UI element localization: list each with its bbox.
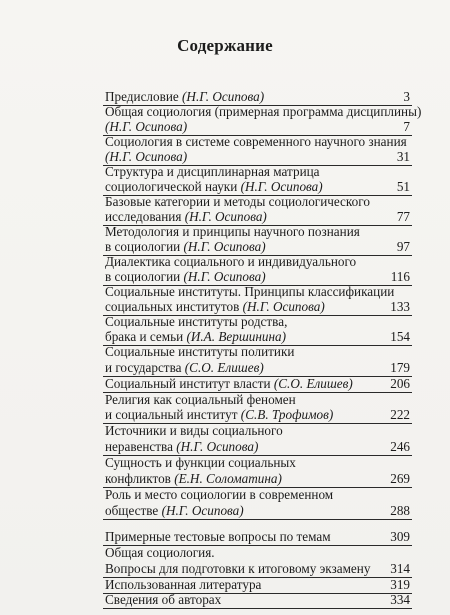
toc-page-number: 206 — [390, 376, 410, 391]
toc-page-number: 133 — [390, 299, 410, 314]
toc-title: Использованная литература — [105, 577, 262, 592]
toc-page-number: 222 — [390, 407, 410, 422]
toc-title: Вопросы для подготовки к итоговому экзамену — [105, 561, 371, 576]
toc-rule — [103, 519, 412, 520]
toc-author: (И.А. Вершинина) — [186, 329, 287, 344]
toc-title: конфликтов — [105, 471, 175, 486]
toc-title: в социологии — [105, 239, 184, 254]
toc-line-text — [105, 359, 264, 376]
toc-line — [105, 528, 410, 545]
toc-author: (С.О. Елишев) — [273, 376, 353, 391]
toc-line — [105, 560, 410, 577]
toc-line-text — [105, 544, 215, 561]
toc-title: Диалектика социального и индивидуального — [105, 254, 357, 269]
toc-line-text — [105, 470, 282, 487]
toc-line-text — [105, 560, 370, 577]
toc-page-number: 309 — [390, 529, 410, 544]
toc-page-number: 51 — [396, 179, 410, 194]
toc-line-text — [105, 375, 353, 392]
toc-title: Предисловие — [105, 89, 183, 104]
toc-title: социологической науки — [105, 179, 241, 194]
toc-page-number: 97 — [396, 239, 410, 254]
toc-title: Социология в системе современного научного знания — [105, 134, 407, 149]
toc-title: Социальные институты политики — [105, 344, 295, 359]
toc-line-text — [105, 528, 331, 545]
toc-line — [105, 406, 410, 423]
toc-title: Источники и виды социального — [105, 423, 283, 438]
toc-author: (Н.Г. Осипова) — [183, 239, 266, 254]
toc-line-text — [105, 438, 258, 455]
toc-page-number: 179 — [390, 360, 410, 375]
toc-title: исследования — [105, 209, 185, 224]
toc-page-number: 246 — [390, 439, 410, 454]
toc-rule — [103, 608, 412, 609]
toc-author: (Н.Г. Осипова) — [240, 179, 323, 194]
toc-line — [105, 470, 410, 487]
toc-title: Примерные тестовые вопросы по темам — [105, 529, 331, 544]
toc-page-number: 3 — [403, 89, 410, 104]
toc-line — [105, 454, 410, 471]
toc-title: Социальные институты. Принципы классификации — [105, 284, 395, 299]
toc-title: Базовые категории и методы социологического — [105, 194, 370, 209]
toc-line — [105, 591, 410, 608]
toc-author: (Н.Г. Осипова) — [242, 299, 325, 314]
toc-title: и государства — [105, 360, 185, 375]
toc-title: брака и семьи — [105, 329, 187, 344]
toc-title: Общая социология (примерная программа дисциплины) — [105, 104, 422, 119]
toc-author: (Н.Г. Осипова) — [105, 149, 188, 164]
toc-author: (Н.Г. Осипова) — [161, 503, 244, 518]
toc-line — [105, 486, 410, 503]
toc-line — [105, 544, 410, 561]
toc-line-text — [105, 486, 333, 503]
toc-page-number: 288 — [390, 503, 410, 518]
toc-author: (С.О. Елишев) — [184, 360, 264, 375]
toc-author: (С.В. Трофимов) — [240, 407, 334, 422]
toc-page-number: 116 — [390, 269, 410, 284]
toc-author: (Н.Г. Осипова) — [105, 119, 188, 134]
toc-title: и социальный институт — [105, 407, 241, 422]
toc-title: Структура и дисциплинарная матрица — [105, 164, 320, 179]
toc-page-number: 31 — [396, 149, 410, 164]
toc-page-number: 314 — [390, 561, 410, 576]
page-title: Содержание — [177, 36, 273, 55]
toc-author: (Н.Г. Осипова) — [184, 209, 267, 224]
toc-title: Сущность и функции социальных — [105, 455, 296, 470]
toc-title: в социологии — [105, 269, 184, 284]
toc-title: Сведения об авторах — [105, 592, 222, 607]
toc-title: неравенства — [105, 439, 177, 454]
toc-title: Религия как социальный феномен — [105, 392, 296, 407]
toc-line-text — [105, 591, 221, 608]
toc-page-number: 334 — [390, 592, 410, 607]
toc-title: обществе — [105, 503, 162, 518]
toc-line — [105, 422, 410, 439]
toc-author: (Н.Г. Осипова) — [183, 269, 266, 284]
toc-author: (Н.Г. Осипова) — [176, 439, 259, 454]
toc-page-number: 319 — [390, 577, 410, 592]
toc-page-number: 77 — [396, 209, 410, 224]
toc-line-text — [105, 343, 294, 360]
toc-line — [105, 502, 410, 519]
toc-line-text — [105, 454, 296, 471]
toc-line — [105, 359, 410, 376]
toc-title: Методология и принципы научного познания — [105, 224, 360, 239]
toc-title: Социальный институт власти — [105, 376, 274, 391]
toc-page-number: 154 — [390, 329, 410, 344]
toc-line-text — [105, 422, 283, 439]
toc-author: (Н.Г. Осипова) — [182, 89, 265, 104]
toc-title: Социальные институты родства, — [105, 314, 288, 329]
toc-page-number: 7 — [403, 119, 410, 134]
toc-title: социальных институтов — [105, 299, 243, 314]
toc-line-text — [105, 502, 244, 519]
toc-page-number: 269 — [390, 471, 410, 486]
toc-line — [105, 375, 410, 392]
toc-line-text — [105, 406, 333, 423]
toc-line — [105, 343, 410, 360]
toc-line — [105, 438, 410, 455]
toc-title: Общая социология. — [105, 545, 215, 560]
toc-author: (Е.Н. Соломатина) — [174, 471, 282, 486]
toc-title: Роль и место социологии в современном — [105, 487, 334, 502]
